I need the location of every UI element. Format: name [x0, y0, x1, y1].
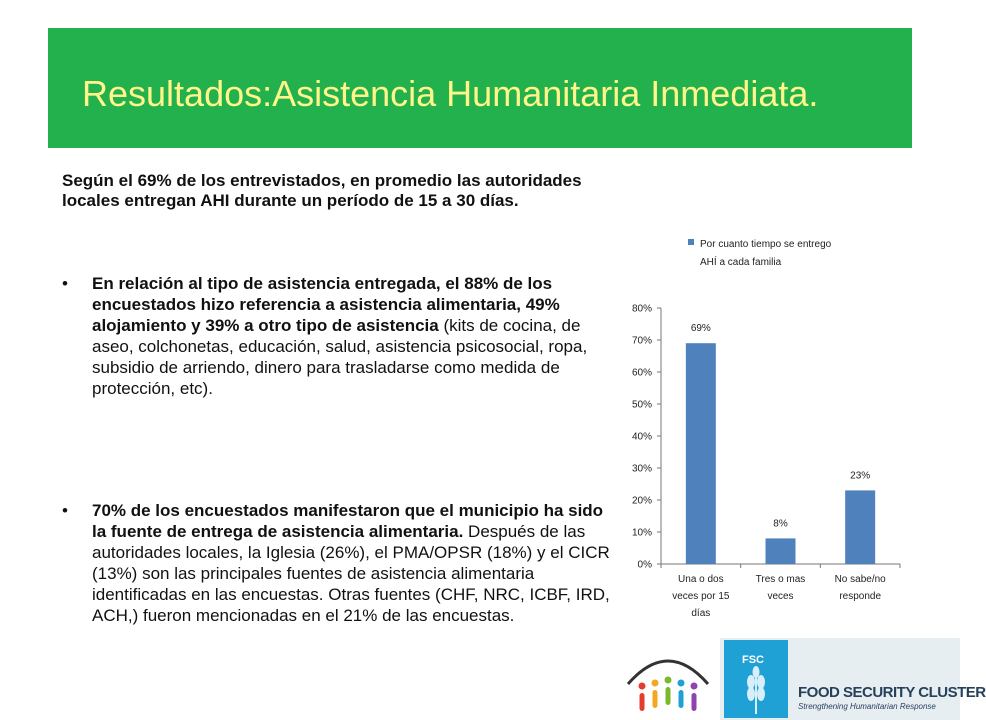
bullet-rest-text: (kits de cocina, de aseo, colchonetas, educación, salud, asistencia psicosocial, ropa, subsidio de arriendo, dinero para trasladarse como medida de protección, etc). — [92, 316, 588, 398]
y-tick-label: 70% — [631, 335, 652, 347]
bar-value-label: 23% — [850, 470, 871, 482]
bar — [686, 343, 716, 564]
logo-figure-body — [640, 693, 645, 711]
cluster-name: FOOD SECURITY CLUSTER — [798, 684, 986, 701]
y-tick-label: 10% — [631, 527, 652, 539]
bar-value-label: 8% — [773, 518, 788, 530]
logo-figure-head — [639, 683, 646, 690]
logo-figure-head — [665, 677, 672, 684]
x-tick-label: Tres o mas — [755, 574, 806, 585]
bullet-food-source — [62, 500, 618, 626]
y-tick-label: 30% — [631, 463, 652, 475]
y-tick-label: 20% — [631, 495, 652, 507]
legend-label: Por cuanto tiempo se entrego — [700, 239, 832, 250]
y-tick-label: 40% — [631, 431, 652, 443]
logo-strip — [620, 638, 986, 720]
logo-figure-head — [652, 680, 659, 687]
bullet-rest-text: Después de las autoridades locales, la Iglesia (26%), el PMA/OPSR (18%) y el CICR (13%) son las principales fuentes de asistencia alimentaria identificadas en las encuestas. Otras fuentes (CHF, NRC, ICBF, IRD, ACH,) fueron mencionadas en el 21% de las encuestas. — [92, 522, 610, 625]
bullet-strong-text: 70% de los encuestados manifestaron que el municipio ha sido la fuente de entrega de asistencia alimentaria. — [92, 501, 604, 541]
logo-figure-body — [666, 687, 671, 705]
bar-value-label: 69% — [690, 323, 711, 335]
logo-figure-body — [679, 690, 684, 708]
bullet-assistance-type — [62, 273, 618, 399]
slide-title: Resultados:Asistencia Humanitaria Inmediata. — [82, 73, 819, 114]
community-logo-icon — [620, 638, 716, 720]
bullet-dot-icon: • — [62, 274, 68, 293]
fsc-box-label: FSC — [742, 654, 764, 666]
bullet-text — [92, 500, 618, 626]
logo-figure-head — [678, 680, 685, 687]
bar-chart — [610, 228, 900, 628]
wheat-icon — [724, 640, 788, 718]
bullet-text — [92, 273, 618, 399]
y-tick-label: 0% — [637, 559, 652, 571]
x-tick-label: Una o dos — [678, 574, 724, 585]
y-tick-label: 80% — [631, 303, 652, 315]
logo-figure-body — [692, 693, 697, 711]
fsc-logo-box — [724, 640, 788, 718]
title-banner — [48, 28, 912, 148]
y-tick-label: 50% — [631, 399, 652, 411]
cluster-tagline: Strengthening Humanitarian Response — [798, 702, 936, 711]
bar — [845, 490, 875, 564]
intro-paragraph: Según el 69% de los entrevistados, en promedio las autoridades locales entregan AHI durante un período de 15 a 30 días. — [62, 171, 582, 210]
bar — [766, 538, 796, 564]
x-tick-label: días — [691, 608, 711, 619]
legend-swatch — [688, 239, 694, 245]
bullet-dot-icon: • — [62, 501, 68, 520]
y-tick-label: 60% — [631, 367, 652, 379]
legend-label: AHÍ a cada familia — [700, 257, 782, 268]
logo-figure-head — [691, 683, 698, 690]
x-tick-label: No sabe/no — [834, 574, 886, 585]
logo-figures — [639, 677, 698, 712]
bullet-strong-text: En relación al tipo de asistencia entregada, el 88% de los encuestados hizo referencia a asistencia alimentaria, 49% alojamiento y 39% a otro tipo de asistencia — [92, 274, 560, 335]
x-tick-label: responde — [839, 591, 882, 602]
x-tick-label: veces por 15 — [672, 591, 730, 602]
x-tick-label: veces — [767, 591, 794, 602]
logo-figure-body — [653, 690, 658, 708]
bar-chart-svg — [610, 228, 900, 628]
